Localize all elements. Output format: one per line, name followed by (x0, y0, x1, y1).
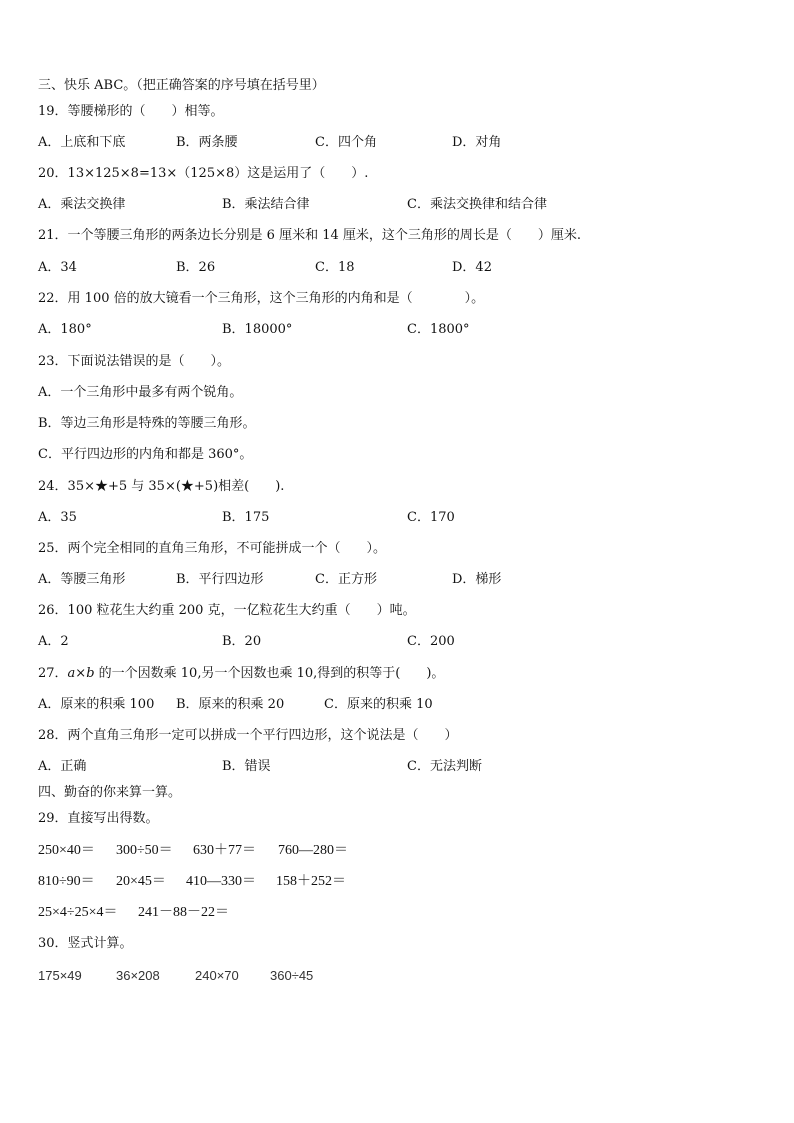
q23-option-c: C．平行四边形的内角和都是 360°。 (38, 447, 253, 462)
q29-row1-item1: 250×40＝ (38, 843, 95, 858)
q24-option-c: C．170 (407, 510, 455, 525)
question-21-stem: 21．一个等腰三角形的两条边长分别是 6 厘米和 14 厘米，这个三角形的周长是（ ）厘米. (38, 228, 582, 243)
q26-option-c: C．200 (407, 634, 455, 649)
q22-option-b: B．18000° (222, 322, 293, 337)
question-27-number: 27． (38, 666, 68, 681)
section-three-heading: 三、快乐 ABC。（把正确答案的序号填在括号里） (38, 78, 325, 93)
question-30-title: 30．竖式计算。 (38, 936, 133, 951)
question-29-title: 29．直接写出得数。 (38, 811, 159, 826)
q30-item-2: 36×208 (116, 968, 160, 983)
q23-option-a: A．一个三角形中最多有两个锐角。 (38, 385, 243, 400)
q25-option-b: B．平行四边形 (176, 572, 264, 587)
q28-option-b: B．错误 (222, 759, 271, 774)
q21-option-d: D．42 (452, 260, 492, 275)
q29-row2-item4: 158＋252＝ (276, 874, 346, 889)
q29-row3-item2: 241－88－22＝ (138, 905, 229, 920)
q19-option-d: D．对角 (452, 135, 502, 150)
q29-row2-item3: 410—330＝ (186, 874, 256, 889)
q29-row3-item1: 25×4÷25×4＝ (38, 905, 118, 920)
q30-item-1: 175×49 (38, 968, 82, 983)
question-20-stem: 20．13×125×8=13×（125×8）这是运用了（ ）. (38, 166, 369, 181)
q21-option-b: B．26 (176, 260, 216, 275)
q24-option-b: B．175 (222, 510, 270, 525)
question-28-stem: 28．两个直角三角形一定可以拼成一个平行四边形，这个说法是（ ） (38, 728, 458, 743)
q27-option-b: B．原来的积乘 20 (176, 697, 285, 712)
q27-option-a: A．原来的积乘 100 (38, 697, 155, 712)
q28-option-c: C．无法判断 (407, 759, 482, 774)
q29-row1-item3: 630＋77＝ (193, 843, 256, 858)
q20-option-b: B．乘法结合律 (222, 197, 310, 212)
q20-option-a: A．乘法交换律 (38, 197, 126, 212)
question-26-stem: 26．100 粒花生大约重 200 克，一亿粒花生大约重（ ）吨。 (38, 603, 416, 618)
question-27-text: 的一个因数乘 10,另一个因数也乘 10,得到的积等于( )。 (94, 666, 445, 681)
section-four-heading: 四、勤奋的你来算一算。 (38, 785, 182, 800)
q26-option-b: B．20 (222, 634, 262, 649)
q26-option-a: A．2 (38, 634, 69, 649)
q25-option-a: A．等腰三角形 (38, 572, 126, 587)
q22-option-a: A．180° (38, 322, 92, 337)
q20-option-c: C．乘法交换律和结合律 (407, 197, 547, 212)
question-19-stem: 19．等腰梯形的（ ）相等。 (38, 104, 224, 119)
q19-option-b: B．两条腰 (176, 135, 238, 150)
q29-row1-item4: 760—280＝ (278, 843, 348, 858)
q29-row2-item1: 810÷90＝ (38, 874, 95, 889)
q28-option-a: A．正确 (38, 759, 87, 774)
q21-option-c: C．18 (315, 260, 355, 275)
q24-option-a: A．35 (38, 510, 77, 525)
question-22-stem: 22．用 100 倍的放大镜看一个三角形，这个三角形的内角和是（ ）。 (38, 291, 485, 306)
q25-option-d: D．梯形 (452, 572, 502, 587)
q21-option-a: A．34 (38, 260, 77, 275)
q22-option-c: C．1800° (407, 322, 470, 337)
q19-option-c: C．四个角 (315, 135, 377, 150)
q29-row1-item2: 300÷50＝ (116, 843, 173, 858)
q23-option-b: B．等边三角形是特殊的等腰三角形。 (38, 416, 256, 431)
q29-row2-item2: 20×45＝ (116, 874, 166, 889)
q27-option-c: C．原来的积乘 10 (324, 697, 433, 712)
q19-option-a: A．上底和下底 (38, 135, 126, 150)
q30-item-4: 360÷45 (270, 968, 314, 983)
question-24-stem: 24．35×★+5 与 35×(★+5)相差( ). (38, 479, 285, 494)
question-25-stem: 25．两个完全相同的直角三角形，不可能拼成一个（ ）。 (38, 541, 387, 556)
question-27-expression: a×b (67, 666, 95, 681)
q30-item-3: 240×70 (195, 968, 239, 983)
q25-option-c: C．正方形 (315, 572, 377, 587)
question-23-stem: 23．下面说法错误的是（ ）。 (38, 354, 231, 369)
question-27-stem (38, 666, 444, 682)
